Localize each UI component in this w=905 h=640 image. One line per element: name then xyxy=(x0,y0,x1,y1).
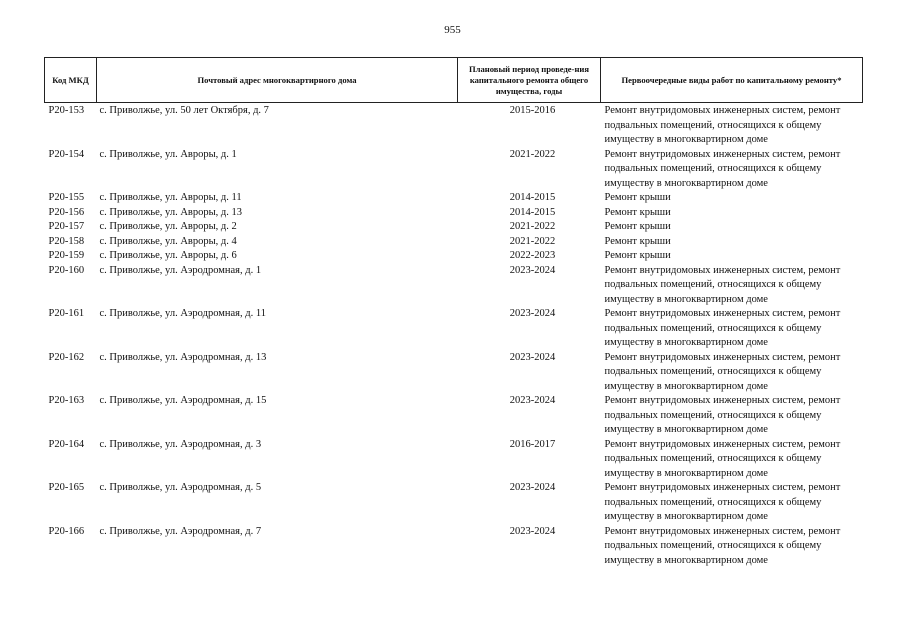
cell-period: 2023-2024 xyxy=(509,264,556,276)
cell-period: 2014-2015 xyxy=(509,192,556,203)
cell-period: 2023-2024 xyxy=(509,308,556,319)
cell-period: 2023-2024 xyxy=(509,395,556,406)
cell-code: P20-161 xyxy=(48,308,85,319)
cell-code: P20-153 xyxy=(48,105,85,116)
cell-address: с. Приволжье, ул. Авроры, д. 2 xyxy=(99,221,237,232)
table-row xyxy=(45,351,863,395)
cell-code: P20-159 xyxy=(48,250,85,261)
header-works: Первоочередные виды работ по капитальному ремонту* xyxy=(601,58,863,103)
cell-period: 2021-2022 xyxy=(509,148,556,160)
cell-works: Ремонт внутридомовых инженерных систем, ремонт подвальных помещений, относящихся к общему имуществу в многоквартирном доме xyxy=(604,438,841,479)
table-row xyxy=(45,220,863,235)
cell-period: 2016-2017 xyxy=(509,438,556,450)
cell-address: с. Приволжье, ул. Авроры, д. 6 xyxy=(99,250,237,261)
cell-period: 2023-2024 xyxy=(509,351,556,363)
cell-address: с. Приволжье, ул. Аэродромная, д. 13 xyxy=(99,351,267,363)
cell-works: Ремонт внутридомовых инженерных систем, ремонт подвальных помещений, относящихся к общему имуществу в многоквартирном доме xyxy=(604,308,841,348)
table-body xyxy=(45,103,863,569)
cell-works: Ремонт внутридомовых инженерных систем, ремонт подвальных помещений, относящихся к общему имуществу в многоквартирном доме xyxy=(604,105,841,145)
table-row xyxy=(45,249,863,264)
table-row xyxy=(45,264,863,308)
header-address: Почтовый адрес многоквартирного дома xyxy=(97,58,458,103)
table-row xyxy=(45,525,863,569)
cell-code: P20-162 xyxy=(48,351,85,363)
table-row xyxy=(45,438,863,482)
cell-address: с. Приволжье, ул. Аэродромная, д. 3 xyxy=(99,438,262,450)
cell-code: P20-166 xyxy=(48,525,85,537)
table-row xyxy=(45,481,863,525)
table-header xyxy=(45,58,863,103)
cell-code: P20-156 xyxy=(48,206,85,218)
cell-period: 2023-2024 xyxy=(509,525,556,537)
cell-address: с. Приволжье, ул. Авроры, д. 11 xyxy=(99,192,242,203)
cell-works: Ремонт крыши xyxy=(604,250,671,261)
table-row xyxy=(45,103,863,148)
table-row xyxy=(45,307,863,351)
cell-works: Ремонт внутридомовых инженерных систем, ремонт подвальных помещений, относящихся к общему имуществу в многоквартирном доме xyxy=(604,351,841,392)
cell-works: Ремонт крыши xyxy=(604,206,671,218)
header-code: Код МКД xyxy=(45,58,97,103)
cell-code: P20-154 xyxy=(48,148,85,160)
cell-address: с. Приволжье, ул. Аэродромная, д. 15 xyxy=(99,395,267,406)
cell-code: P20-160 xyxy=(48,264,85,276)
cell-address: с. Приволжье, ул. Аэродромная, д. 5 xyxy=(99,482,262,493)
cell-code: P20-158 xyxy=(48,235,85,247)
cell-code: P20-157 xyxy=(48,221,85,232)
cell-address: с. Приволжье, ул. Авроры, д. 1 xyxy=(99,148,237,160)
cell-period: 2014-2015 xyxy=(509,206,556,218)
header-period: Плановый период проведе-ния капитального ремонта общего имущества, годы xyxy=(458,58,601,103)
cell-period: 2015-2016 xyxy=(509,105,556,116)
cell-address: с. Приволжье, ул. Авроры, д. 4 xyxy=(99,235,237,247)
page-number: 955 xyxy=(444,24,461,36)
cell-address: с. Приволжье, ул. Аэродромная, д. 7 xyxy=(99,525,262,537)
cell-works: Ремонт внутридомовых инженерных систем, ремонт подвальных помещений, относящихся к общему имуществу в многоквартирном доме xyxy=(604,525,841,566)
cell-works: Ремонт внутридомовых инженерных систем, ремонт подвальных помещений, относящихся к общему имуществу в многоквартирном доме xyxy=(604,482,841,522)
table-row xyxy=(45,235,863,250)
cell-address: с. Приволжье, ул. Аэродромная, д. 11 xyxy=(99,308,266,319)
cell-code: P20-155 xyxy=(48,192,85,203)
cell-period: 2022-2023 xyxy=(509,250,556,261)
cell-works: Ремонт крыши xyxy=(604,235,671,247)
cell-works: Ремонт крыши xyxy=(604,221,671,232)
cell-address: с. Приволжье, ул. Авроры, д. 13 xyxy=(99,206,243,218)
cell-address: с. Приволжье, ул. Аэродромная, д. 1 xyxy=(99,264,262,276)
cell-address: с. Приволжье, ул. 50 лет Октября, д. 7 xyxy=(99,105,269,116)
cell-works: Ремонт крыши xyxy=(604,192,671,203)
cell-works: Ремонт внутридомовых инженерных систем, ремонт подвальных помещений, относящихся к общему имуществу в многоквартирном доме xyxy=(604,395,841,435)
table-row xyxy=(45,206,863,221)
cell-code: P20-163 xyxy=(48,395,85,406)
cell-works: Ремонт внутридомовых инженерных систем, ремонт подвальных помещений, относящихся к общему имуществу в многоквартирном доме xyxy=(604,264,841,305)
table-row xyxy=(45,394,863,438)
cell-period: 2023-2024 xyxy=(509,482,556,493)
cell-works: Ремонт внутридомовых инженерных систем, ремонт подвальных помещений, относящихся к общему имуществу в многоквартирном доме xyxy=(604,148,841,189)
cell-period: 2021-2022 xyxy=(509,235,556,247)
capital-repair-table xyxy=(44,57,863,568)
cell-code: P20-165 xyxy=(48,482,85,493)
table-row xyxy=(45,191,863,206)
table-row xyxy=(45,148,863,192)
cell-period: 2021-2022 xyxy=(509,221,556,232)
cell-code: P20-164 xyxy=(48,438,85,450)
